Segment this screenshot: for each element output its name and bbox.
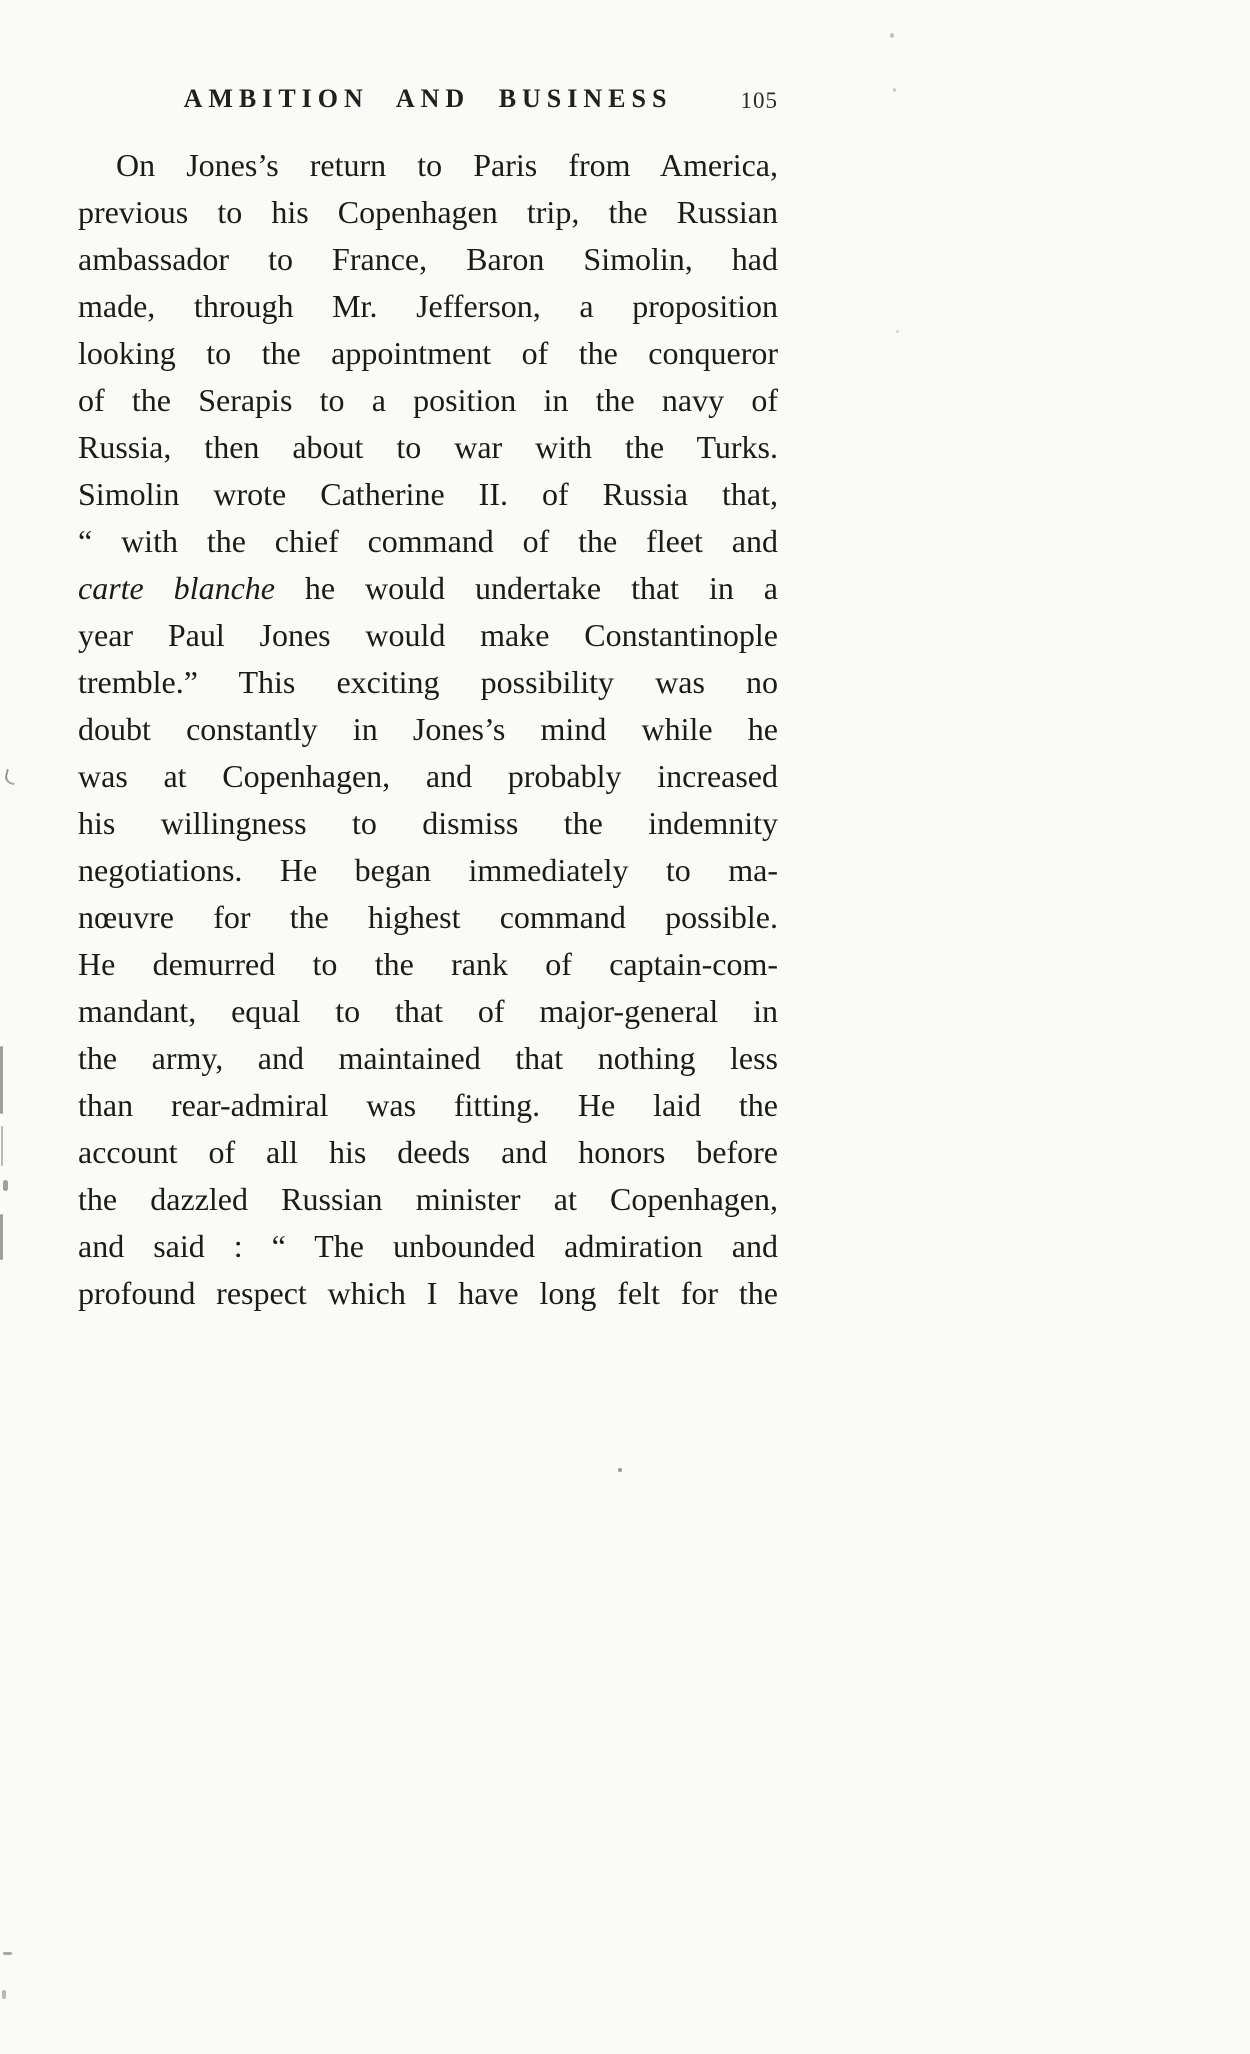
text-segment: account of all his deeds and honors before xyxy=(78,1134,778,1170)
text-segment: previous to his Copenhagen trip, the Russian xyxy=(78,194,778,230)
text-line xyxy=(78,706,778,753)
scan-artifact xyxy=(2,1990,6,1999)
italic-text: carte blanche xyxy=(78,570,275,606)
text-segment: the dazzled Russian minister at Copenhagen, xyxy=(78,1181,778,1217)
text-segment: On Jones’s return to Paris from America, xyxy=(116,147,778,183)
scan-artifact xyxy=(0,1214,3,1260)
text-segment: than rear-admiral was fitting. He laid the xyxy=(78,1087,778,1123)
text-line xyxy=(78,612,778,659)
text-segment: year Paul Jones would make Constantinople xyxy=(78,617,778,653)
text-segment: his willingness to dismiss the indemnity xyxy=(78,805,778,841)
text-segment: tremble.” This exciting possibility was no xyxy=(78,664,778,700)
scan-artifact xyxy=(890,33,894,38)
text-segment: was at Copenhagen, and probably increased xyxy=(78,758,778,794)
text-line xyxy=(78,659,778,706)
text-segment: Simolin wrote Catherine II. of Russia that, xyxy=(78,476,778,512)
text-line xyxy=(78,894,778,941)
text-segment: made, through Mr. Jefferson, a proposition xyxy=(78,288,778,324)
page-number: 105 xyxy=(740,88,778,113)
text-line xyxy=(78,1176,778,1223)
text-segment: looking to the appointment of the conqueror xyxy=(78,335,778,371)
text-line xyxy=(78,1035,778,1082)
text-segment: the army, and maintained that nothing less xyxy=(78,1040,778,1076)
scan-artifact xyxy=(3,1180,8,1191)
text-column xyxy=(78,84,778,1317)
text-segment: He demurred to the rank of captain-com- xyxy=(78,946,778,982)
text-line xyxy=(78,236,778,283)
text-line xyxy=(78,1270,778,1317)
text-segment: of the Serapis to a position in the navy of xyxy=(78,382,778,418)
text-line xyxy=(78,189,778,236)
text-segment: mandant, equal to that of major-general in xyxy=(78,993,778,1029)
scan-artifact xyxy=(618,1468,622,1472)
text-line xyxy=(78,847,778,894)
text-line xyxy=(78,330,778,377)
text-segment: “ with the chief command of the fleet and xyxy=(78,523,778,559)
scan-artifact xyxy=(0,1046,3,1114)
text-line xyxy=(78,1082,778,1129)
text-line xyxy=(78,1223,778,1270)
text-segment: Russia, then about to war with the Turks. xyxy=(78,429,778,465)
scan-artifact xyxy=(893,88,896,92)
text-line xyxy=(78,471,778,518)
body-text xyxy=(78,142,778,1317)
text-line xyxy=(78,424,778,471)
text-line xyxy=(78,800,778,847)
text-line xyxy=(78,565,778,612)
text-line xyxy=(78,988,778,1035)
text-segment: negotiations. He began immediately to ma- xyxy=(78,852,778,888)
scan-artifact xyxy=(896,330,899,333)
text-line xyxy=(78,377,778,424)
text-line xyxy=(78,753,778,800)
text-segment: and said : “ The unbounded admiration and xyxy=(78,1228,778,1264)
scan-artifact xyxy=(3,769,17,785)
text-line xyxy=(78,518,778,565)
text-segment: doubt constantly in Jones’s mind while he xyxy=(78,711,778,747)
text-segment: profound respect which I have long felt for the xyxy=(78,1275,778,1311)
running-head: AMBITION AND BUSINESS xyxy=(183,84,673,113)
scan-artifact xyxy=(1,1126,3,1166)
text-line xyxy=(78,1129,778,1176)
scan-artifact xyxy=(3,1952,12,1955)
page-header xyxy=(78,84,778,122)
text-line xyxy=(78,283,778,330)
text-segment: ambassador to France, Baron Simolin, had xyxy=(78,241,778,277)
text-segment: he would undertake that in a xyxy=(274,570,779,606)
text-line xyxy=(78,142,778,189)
text-segment: nœuvre for the highest command possible. xyxy=(78,899,778,935)
text-line xyxy=(78,941,778,988)
